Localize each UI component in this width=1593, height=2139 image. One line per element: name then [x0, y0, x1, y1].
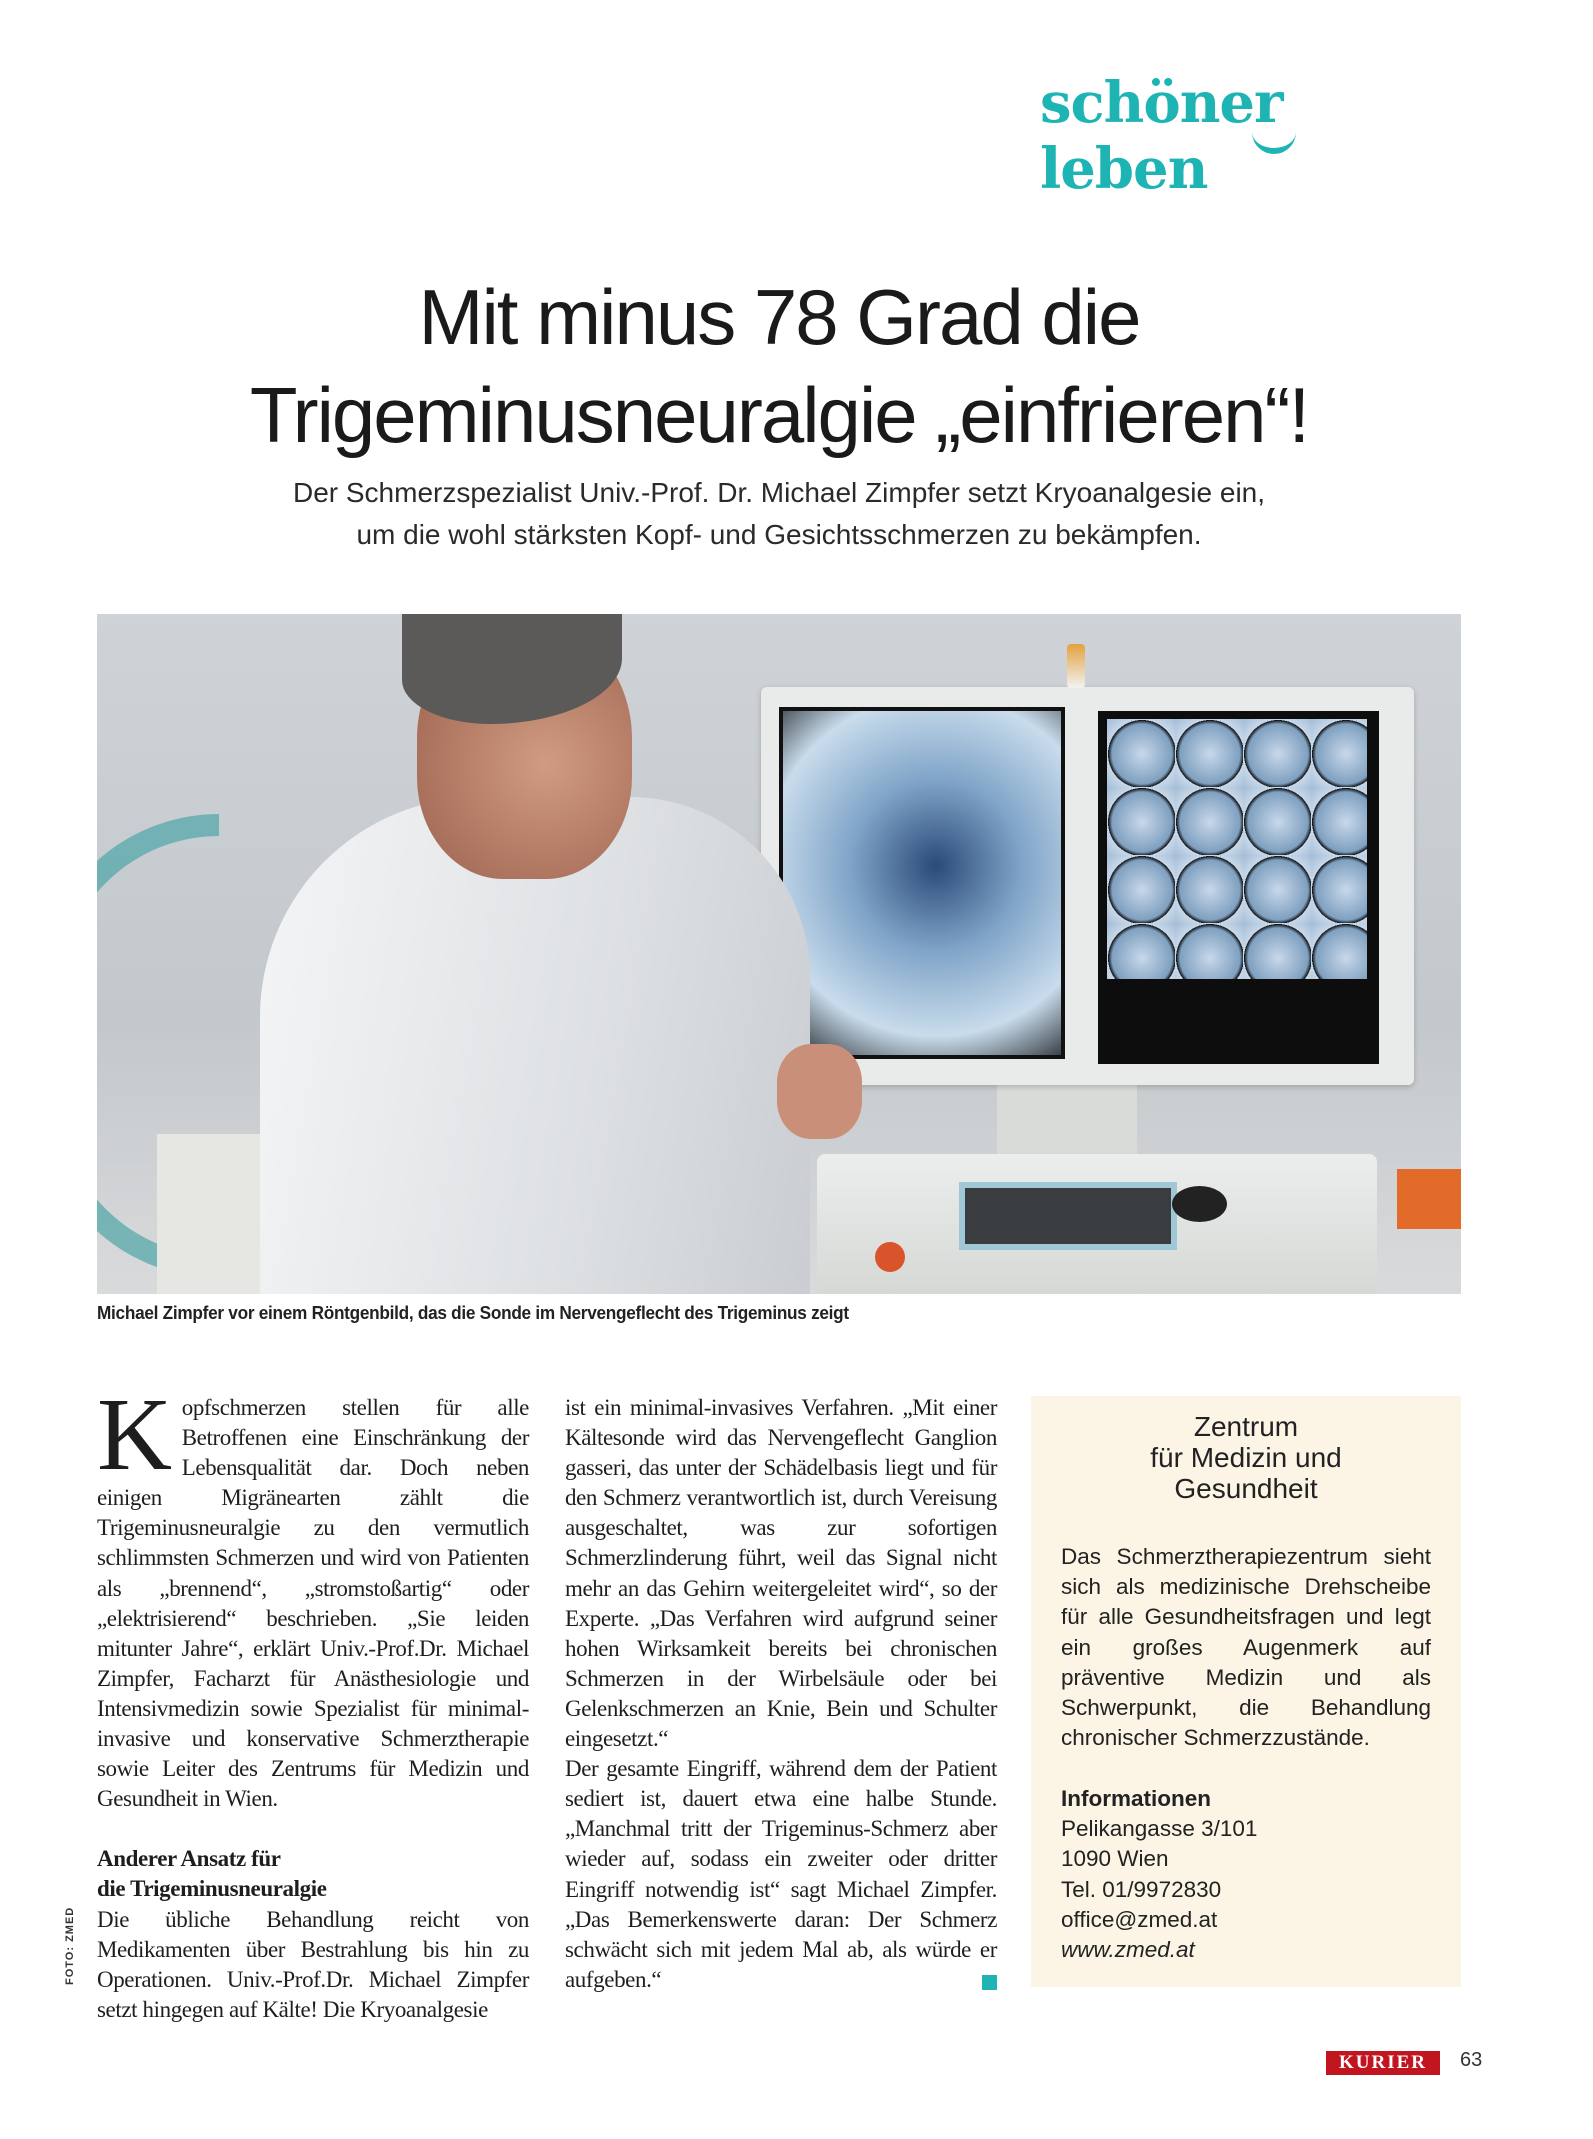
address: Pelikangasse 3/101	[1061, 1816, 1258, 1842]
intro-paragraph	[97, 1377, 529, 1814]
article-title	[97, 268, 1461, 464]
kurier-logo: KURIER	[1326, 2051, 1440, 2075]
article-column-1	[97, 1377, 529, 2025]
paragraph-text: opfschmerzen stellen für alle Betroffenen eine Einschränkung der Lebensqualität dar. Doch neben einigen Migränearten zählt die Trigeminusneuralgie zu den vermutlich schlimmsten Schmerzen und wird von Patienten als „brennend“, „stromstoßartig“ oder „elektrisierend“ beschrieben. „Sie leiden mitunter Jahre“, erklärt Univ.-Prof.Dr. Michael Zimpfer, Facharzt für Anästhesiologie und Intensivmedizin sowie Spezialist für minimal-invasive und konservative Schmerztherapie sowie Leiter des Zentrums für Medizin und Gesundheit in Wien.	[97, 1395, 529, 1812]
subheading-line: Anderer Ansatz für	[97, 1846, 281, 1872]
city: 1090 Wien	[1061, 1846, 1169, 1872]
emergency-button	[875, 1242, 905, 1272]
subheading	[97, 1844, 529, 1904]
info-title-line: Gesundheit	[1174, 1473, 1318, 1504]
info-box	[1031, 1396, 1461, 1987]
title-line: Mit minus 78 Grad die	[418, 273, 1140, 361]
power-socket	[1397, 1169, 1461, 1229]
phone: Tel. 01/9972830	[1061, 1876, 1222, 1902]
dropcap: K	[97, 1377, 172, 1492]
paragraph: Die übliche Behandlung reicht von Medikamenten über Bestrahlung bis hin zu Operationen. Univ.-Prof.Dr. Michael Zimpfer setzt hingegen auf Kälte! Die Kryoanalgesie	[97, 1906, 529, 2022]
info-title-line: Zentrum	[1193, 1411, 1299, 1442]
page-number: 63	[1460, 2049, 1483, 2071]
info-heading: Informationen	[1061, 1786, 1211, 1811]
paragraph: ist ein minimal-invasives Verfahren. „Mit einer Kältesonde wird das Nervengeflecht Ganglion gasseri, das unter der Schädelbasis liegt und für den Schmerz verantwortlich ist, durch Vereisung ausgeschaltet, was zur sofortigen Schmerzlinderung führt, weil das Signal nicht mehr an das Gehirn weitergeleitet wird“, so der Experte. „Das Verfahren wird aufgrund seiner hohen Wirksamkeit bereits bei chronischen Schmerzen in der Wirbelsäule oder bei Gelenkschmerzen an Knie, Bein und Schulter eingesetzt.“	[565, 1395, 997, 1752]
info-box-title	[1031, 1411, 1461, 1504]
section-logo-text: schöner leben	[1040, 70, 1283, 202]
article-photo	[97, 614, 1461, 1294]
subtitle-line: Der Schmerzspezialist Univ.-Prof. Dr. Michael Zimpfer setzt Kryoanalgesie ein,	[292, 477, 1266, 508]
website-link[interactable]: www.zmed.at	[1061, 1937, 1195, 1963]
info-box-body: Das Schmerztherapiezentrum sieht sich als medizinische Drehscheibe für alle Gesundheitsfragen und legt ein großes Augenmerk auf präventive Medizin und als Schwerpunkt, die Behandlung chronischer Schmerzzustände.	[1061, 1544, 1431, 1751]
mouse	[1172, 1186, 1227, 1222]
title-line: Trigeminusneuralgie „einfrieren“!	[249, 371, 1309, 459]
email-link[interactable]: office@zmed.at	[1061, 1906, 1218, 1932]
console-screen	[959, 1182, 1177, 1250]
article-column-2	[565, 1393, 997, 1995]
photo-credit: FOTO: ZMED	[64, 1906, 76, 1985]
xray-thumbnails	[1107, 719, 1367, 979]
end-mark-icon	[982, 1975, 997, 1990]
section-logo	[1040, 70, 1465, 202]
info-title-line: für Medizin und	[1150, 1442, 1342, 1473]
article-subtitle	[97, 472, 1461, 556]
contact-info	[1061, 1784, 1257, 1965]
subheading-line: die Trigeminusneuralgie	[97, 1876, 327, 1902]
warning-light	[1067, 644, 1085, 688]
paragraph-text: Der gesamte Eingriff, während dem der Patient sediert ist, dauert etwa eine halbe Stunde. „Manchmal tritt der Trigeminus-Schmerz aber wieder auf, sodass ein zweiter oder dritter Eingriff notwendig ist“ sagt Michael Zimpfer. „Das Bemerkenswerte daran: Der Schmerz schwächt sich mit jedem Mal ab, als würde er aufgeben.“	[565, 1756, 997, 1992]
photo-caption: Michael Zimpfer vor einem Röntgenbild, das die Sonde im Nervengeflecht des Trigeminus zeigt	[97, 1302, 849, 1323]
doctor-hand	[777, 1044, 862, 1139]
paragraph	[565, 1754, 997, 1995]
xray-screen-left	[779, 707, 1065, 1059]
subtitle-line: um die wohl stärksten Kopf- und Gesichtsschmerzen zu bekämpfen.	[356, 519, 1202, 550]
